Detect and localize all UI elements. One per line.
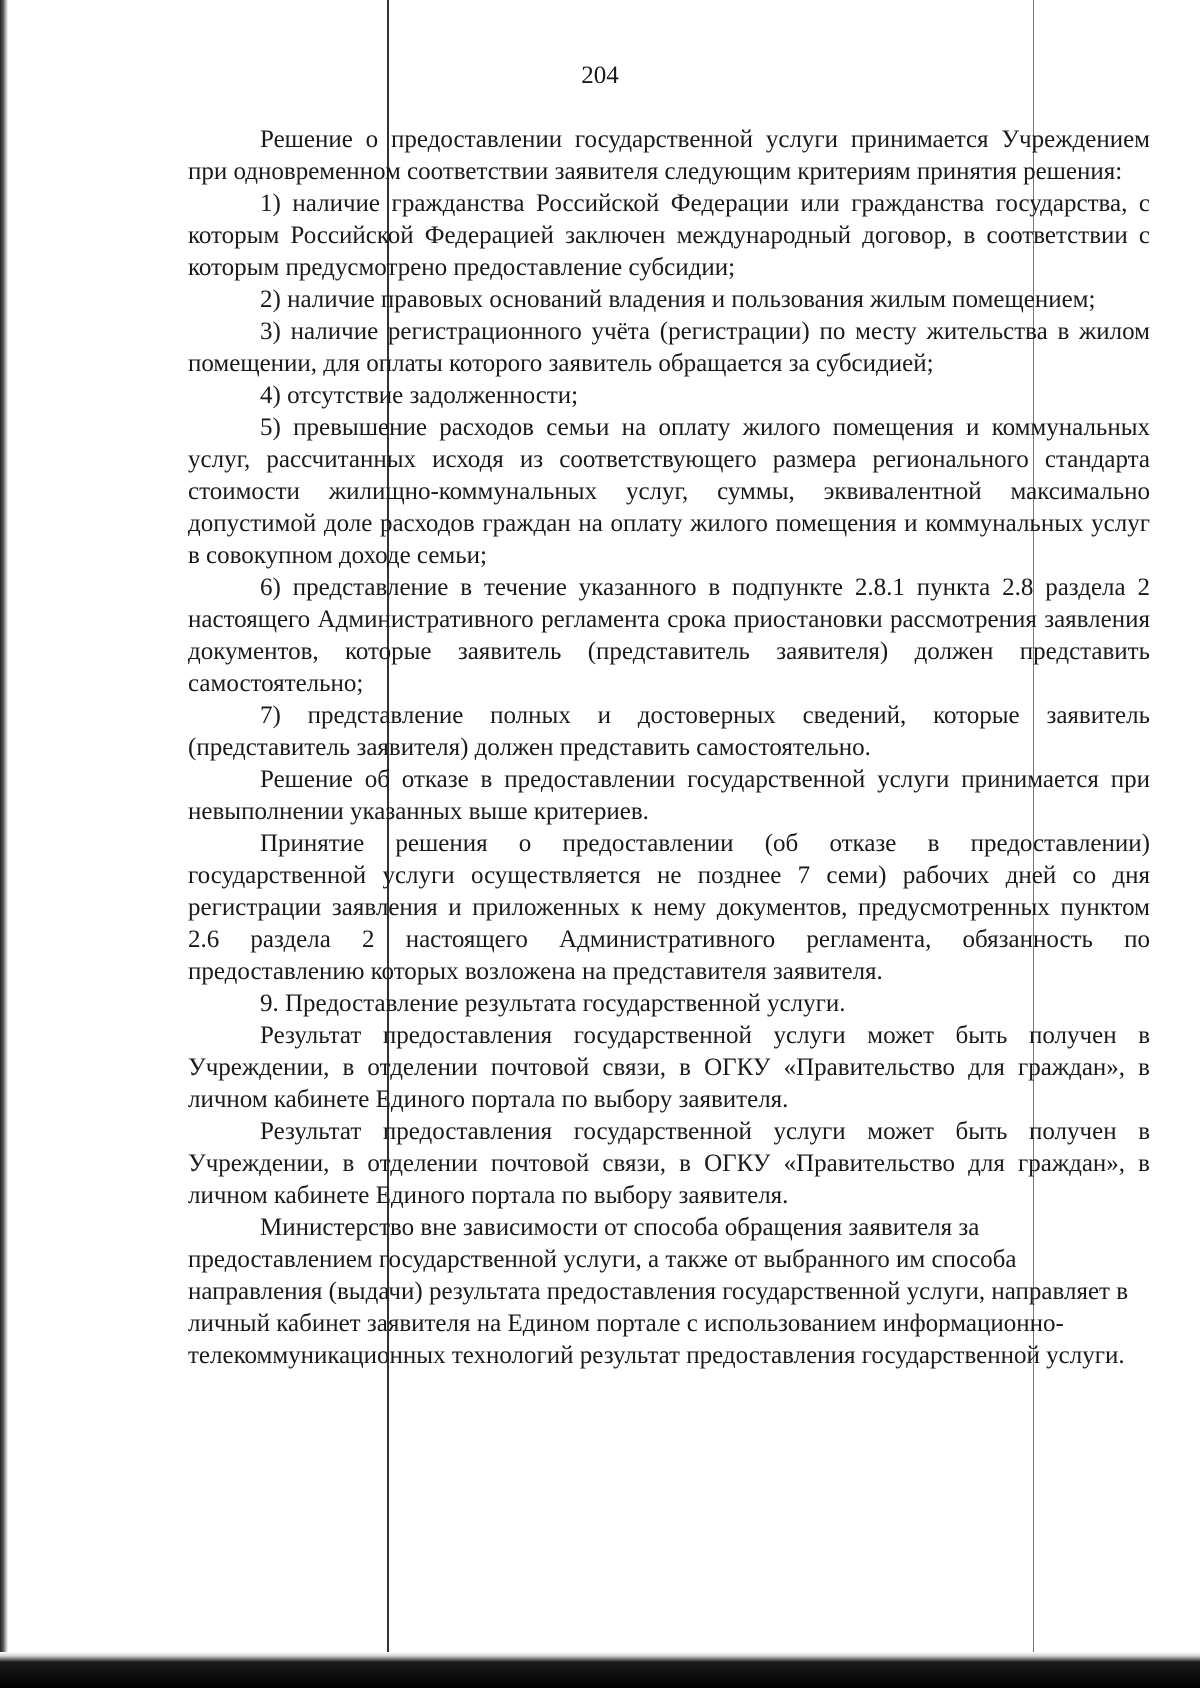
- paragraph: 2) наличие правовых оснований владения и пользования жилым помещением;: [260, 286, 1096, 313]
- paragraph: 4) отсутствие задолженности;: [260, 382, 579, 409]
- page-number: 204: [581, 62, 619, 89]
- scan-bottom-band: [0, 1652, 1200, 1688]
- paragraph: 5) превышение расходов семьи на оплату жилого помещения и коммунальных услуг, рассчитанных исходя из соответствующего размера регионального стандарта стоимости жилищно-коммунальных услуг, суммы, эквивалентной максимально допустимой доле расходов граждан на оплату жилого помещения и коммунальных услуг в совокупном доходе семьи;: [188, 414, 1150, 569]
- scan-edge-shadow: [0, 0, 8, 1688]
- paragraph: Результат предоставления государственной услуги может быть получен в Учреждении, в отделении почтовой связи, в ОГКУ «Правительство для граждан», в личном кабинете Единого портала по выбору заявителя.: [188, 1118, 1150, 1209]
- paragraph: Решение об отказе в предоставлении государственной услуги принимается при невыполнении указанных выше критериев.: [188, 766, 1150, 825]
- paragraph: 6) представление в течение указанного в подпункте 2.8.1 пункта 2.8 раздела 2 настоящего Административного регламента срока приостановки рассмотрения заявления документов, которые заявитель (представитель заявителя) должен представить самостоятельно;: [188, 574, 1150, 697]
- paragraph: Результат предоставления государственной услуги может быть получен в Учреждении, в отделении почтовой связи, в ОГКУ «Правительство для граждан», в личном кабинете Единого портала по выбору заявителя.: [188, 1022, 1150, 1113]
- paragraph: 3) наличие регистрационного учёта (регистрации) по месту жительства в жилом помещении, для оплаты которого заявитель обращается за субсидией;: [188, 318, 1150, 377]
- paragraph: 9. Предоставление результата государственной услуги.: [260, 990, 846, 1017]
- paragraph: Принятие решения о предоставлении (об отказе в предоставлении) государственной услуги осуществляется не позднее 7 семи) рабочих дней со дня регистрации заявления и приложенных к нему документов, предусмотренных пунктом 2.6 раздела 2 настоящего Административного регламента, обязанность по предоставлению которых возложена на представителя заявителя.: [188, 830, 1150, 985]
- document-body: [188, 124, 1150, 1372]
- paragraph: 7) представление полных и достоверных сведений, которые заявитель (представитель заявителя) должен представить самостоятельно.: [188, 702, 1150, 761]
- paragraph: 1) наличие гражданства Российской Федерации или гражданства государства, с которым Российской Федерацией заключен международный договор, в соответствии с которым предусмотрено предоставление субсидии;: [188, 190, 1150, 281]
- paragraph: Решение о предоставлении государственной услуги принимается Учреждением при одновременном соответствии заявителя следующим критериям принятия решения:: [188, 126, 1150, 185]
- paragraph: Министерство вне зависимости от способа обращения заявителя за предоставлением государственной услуги, а также от выбранного им способа направления (выдачи) результата предоставления государственной услуги, направляет в личный кабинет заявителя на Едином портале с использованием информационно-телекоммуникационных технологий результат предоставления государственной услуги.: [188, 1214, 1129, 1369]
